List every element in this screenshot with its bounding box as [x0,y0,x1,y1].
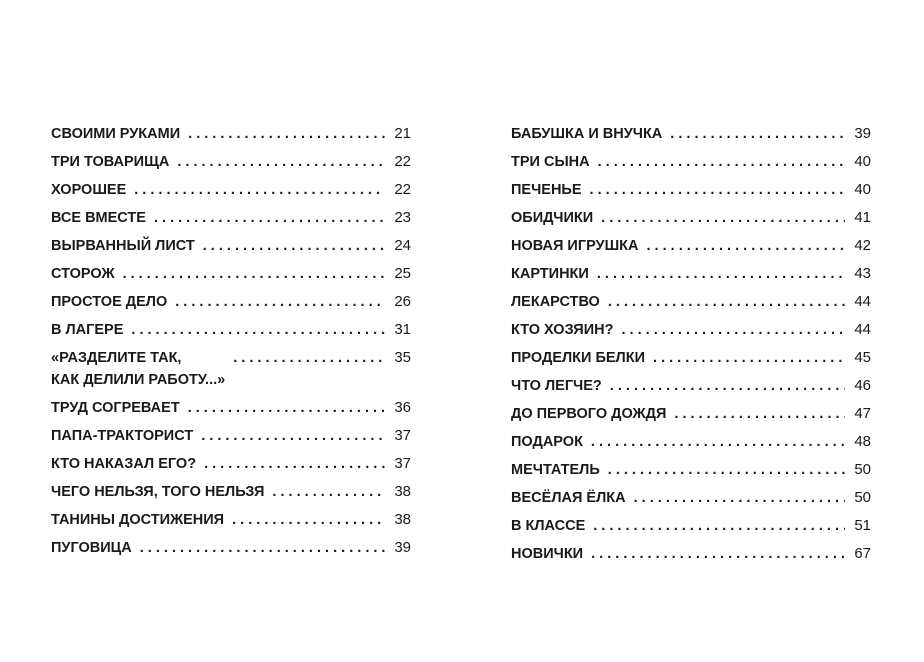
toc-entry[interactable] [51,120,411,148]
toc-entry-title: ХОРОШЕЕ [51,182,127,198]
toc-entry-title: ВЕСЁЛАЯ ЁЛКА [511,490,626,506]
dot-leader [670,120,845,148]
toc-entry-page: 40 [854,153,871,170]
toc-entry-page: 24 [394,237,411,254]
toc-entry-page: 22 [394,153,411,170]
toc-entry-title: ТРУД СОГРЕВАЕТ [51,400,180,416]
toc-entry-title: СТОРОЖ [51,266,115,282]
dot-leader [597,260,845,288]
toc-entry-page: 25 [394,265,411,282]
dot-leader [154,204,385,232]
toc-entry[interactable] [511,176,871,204]
dot-leader [175,288,385,316]
toc-entry[interactable] [511,456,871,484]
toc-entry-title: ТАНИНЫ ДОСТИЖЕНИЯ [51,512,225,528]
toc-entry-title: БАБУШКА И ВНУЧКА [511,126,663,142]
dot-leader [591,540,845,568]
toc-entry[interactable] [51,204,411,232]
toc-entry-page: 26 [394,293,411,310]
toc-entry-title: ВСЕ ВМЕСТЕ [51,210,146,226]
toc-entry[interactable] [511,400,871,428]
toc-entry-title: ВЫРВАННЫЙ ЛИСТ [51,238,195,254]
toc-entry-title: ЛЕКАРСТВО [511,294,600,310]
toc-entry[interactable] [511,204,871,232]
toc-entry[interactable] [511,428,871,456]
dot-leader [201,422,385,450]
toc-entry-page: 50 [854,489,871,506]
toc-entry[interactable] [51,148,411,176]
toc-entry-title-line: КАК ДЕЛИЛИ РАБОТУ...» [51,372,226,388]
dot-leader [674,400,845,428]
toc-entry-page: 67 [854,545,871,562]
toc-entry-title: ПАПА-ТРАКТОРИСТ [51,428,194,444]
toc-entry[interactable] [51,176,411,204]
toc-entry-page: 48 [854,433,871,450]
toc-entry-page: 22 [394,181,411,198]
toc-entry-page: 37 [394,455,411,472]
toc-entry[interactable] [511,288,871,316]
dot-leader [590,176,845,204]
toc-entry[interactable] [51,450,411,478]
toc-entry-page: 39 [394,539,411,556]
toc-entry-title: В ЛАГЕРЕ [51,322,124,338]
toc-entry-page: 43 [854,265,871,282]
dot-leader [188,120,385,148]
dot-leader [203,232,385,260]
toc-entry-page: 36 [394,399,411,416]
toc-entry[interactable] [51,288,411,316]
toc-entry[interactable] [511,316,871,344]
toc-entry[interactable] [51,344,411,394]
dot-leader [598,148,845,176]
toc-entry-page: 50 [854,461,871,478]
dot-leader [188,394,385,422]
toc-entry-title-line: «РАЗДЕЛИТЕ ТАК, [51,350,182,366]
toc-entry[interactable] [511,232,871,260]
toc-entry-title [51,344,225,394]
dot-leader [634,484,845,512]
toc-entry-page: 38 [394,483,411,500]
toc-entry-title: ПЕЧЕНЬЕ [511,182,582,198]
dot-leader [134,176,385,204]
toc-entry-page: 21 [394,125,411,142]
toc-entry-page: 41 [854,209,871,226]
toc-entry-page: 35 [394,349,411,366]
dot-leader [653,344,845,372]
toc-entry-title: ЧЕГО НЕЛЬЗЯ, ТОГО НЕЛЬЗЯ [51,484,265,500]
dot-leader [646,232,845,260]
toc-entry-title: ОБИДЧИКИ [511,210,594,226]
dot-leader [123,260,385,288]
toc-entry-title: СВОИМИ РУКАМИ [51,126,181,142]
toc-entry-page: 51 [854,517,871,534]
dot-leader [204,450,385,478]
toc-entry-title: КТО НАКАЗАЛ ЕГО? [51,456,197,472]
toc-right-column [511,120,871,568]
toc-entry-title: ПУГОВИЦА [51,540,132,556]
toc-entry-page: 44 [854,293,871,310]
toc-entry-title: ПОДАРОК [511,434,583,450]
toc-entry-page: 31 [394,321,411,338]
toc-entry[interactable] [511,260,871,288]
toc-left-column [51,120,411,562]
toc-entry-title: В КЛАССЕ [511,518,586,534]
dot-leader [591,428,845,456]
dot-leader [131,316,385,344]
dot-leader [601,204,845,232]
toc-entry[interactable] [51,422,411,450]
toc-entry-title: КАРТИНКИ [511,266,589,282]
toc-entry-title: МЕЧТАТЕЛЬ [511,462,600,478]
toc-entry[interactable] [51,506,411,534]
toc-entry-page: 46 [854,377,871,394]
toc-entry[interactable] [511,344,871,372]
toc-entry[interactable] [511,120,871,148]
toc-entry[interactable] [51,478,411,506]
dot-leader [610,372,845,400]
toc-entry-title: ЧТО ЛЕГЧЕ? [511,378,602,394]
toc-entry[interactable] [51,394,411,422]
toc-entry-title: ПРОСТОЕ ДЕЛО [51,294,168,310]
toc-entry-page: 23 [394,209,411,226]
toc-entry-page: 40 [854,181,871,198]
toc-entry-page: 47 [854,405,871,422]
toc-entry[interactable] [51,534,411,562]
dot-leader [140,534,385,562]
toc-entry[interactable] [511,484,871,512]
toc-entry-page: 37 [394,427,411,444]
toc-entry[interactable] [511,148,871,176]
toc-entry[interactable] [511,512,871,540]
dot-leader [233,344,385,372]
dot-leader [621,316,845,344]
toc-entry-title: НОВАЯ ИГРУШКА [511,238,639,254]
toc-entry[interactable] [51,232,411,260]
toc-entry[interactable] [511,372,871,400]
toc-entry-title: КТО ХОЗЯИН? [511,322,614,338]
toc-entry-page: 44 [854,321,871,338]
toc-entry-page: 38 [394,511,411,528]
toc-entry-title: ТРИ СЫНА [511,154,590,170]
dot-leader [232,506,385,534]
dot-leader [608,288,845,316]
toc-entry-page: 39 [854,125,871,142]
toc-entry-page: 45 [854,349,871,366]
toc-entry[interactable] [511,540,871,568]
dot-leader [593,512,845,540]
dot-leader [272,478,385,506]
dot-leader [177,148,385,176]
toc-entry-title: ТРИ ТОВАРИЩА [51,154,170,170]
toc-entry-title: ПРОДЕЛКИ БЕЛКИ [511,350,646,366]
dot-leader [608,456,845,484]
toc-entry[interactable] [51,316,411,344]
toc-entry[interactable] [51,260,411,288]
toc-entry-title: ДО ПЕРВОГО ДОЖДЯ [511,406,667,422]
toc-entry-page: 42 [854,237,871,254]
toc-entry-title: НОВИЧКИ [511,546,584,562]
